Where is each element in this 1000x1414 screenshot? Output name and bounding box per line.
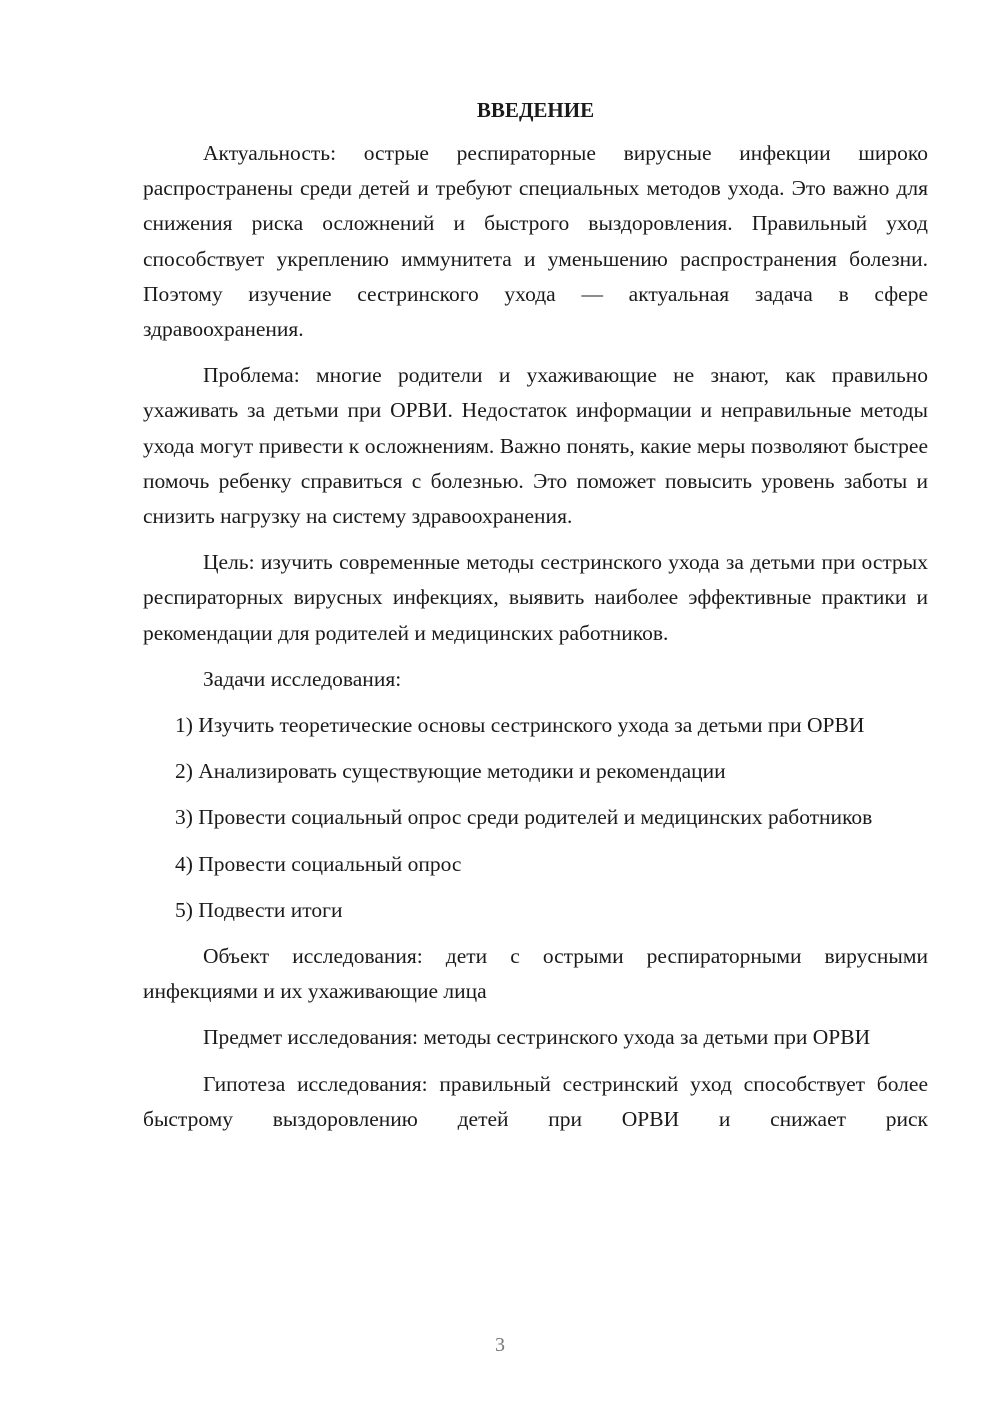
paragraph-subject: Предмет исследования: методы сестринского ухода за детьми при ОРВИ [203,1025,871,1050]
document-page [143,94,928,1148]
page-number: 3 [495,1334,505,1356]
task-item: 2) Анализировать существующие методики и рекомендации [175,759,726,784]
paragraph-goal: Цель: изучить современные методы сестринского ухода за детьми при острых респираторных вирусных инфекциях, выявить наиболее эффективные практики и рекомендации для родителей и медицинских работников. [143,550,928,645]
task-item: 1) Изучить теоретические основы сестринского ухода за детьми при ОРВИ [175,713,865,738]
task-item: 4) Провести социальный опрос [175,851,462,876]
tasks-heading: Задачи исследования: [203,666,402,691]
task-item: 5) Подвести итоги [175,897,343,922]
paragraph-object: Объект исследования: дети с острыми респираторными вирусными инфекциями и их ухаживающие лица [143,944,928,1004]
paragraph-relevance: Актуальность: острые респираторные вирусные инфекции широко распространены среди детей и требуют специальных методов ухода. Это важно для снижения риска осложнений и быстрого выздоровления. Правильный уход способствует укреплению иммунитета и уменьшению распространения болезни. Поэтому изучение сестринского ухода — актуальная задача в сфере здравоохранения. [143,141,928,342]
paragraph-hypothesis: Гипотеза исследования: правильный сестринский уход способствует более быстрому выздоровлению детей при ОРВИ и снижает риск [143,1071,928,1131]
task-item: 3) Провести социальный опрос среди родителей и медицинских работников [175,805,873,830]
paragraph-problem: Проблема: многие родители и ухаживающие не знают, как правильно ухаживать за детьми при ОРВИ. Недостаток информации и неправильные методы ухода могут привести к осложнениям. Важно понять, какие меры позволяют быстрее помочь ребенку справиться с болезнью. Это поможет повысить уровень заботы и снизить нагрузку на систему здравоохранения. [143,363,928,529]
section-title: ВВЕДЕНИЕ [476,98,595,122]
